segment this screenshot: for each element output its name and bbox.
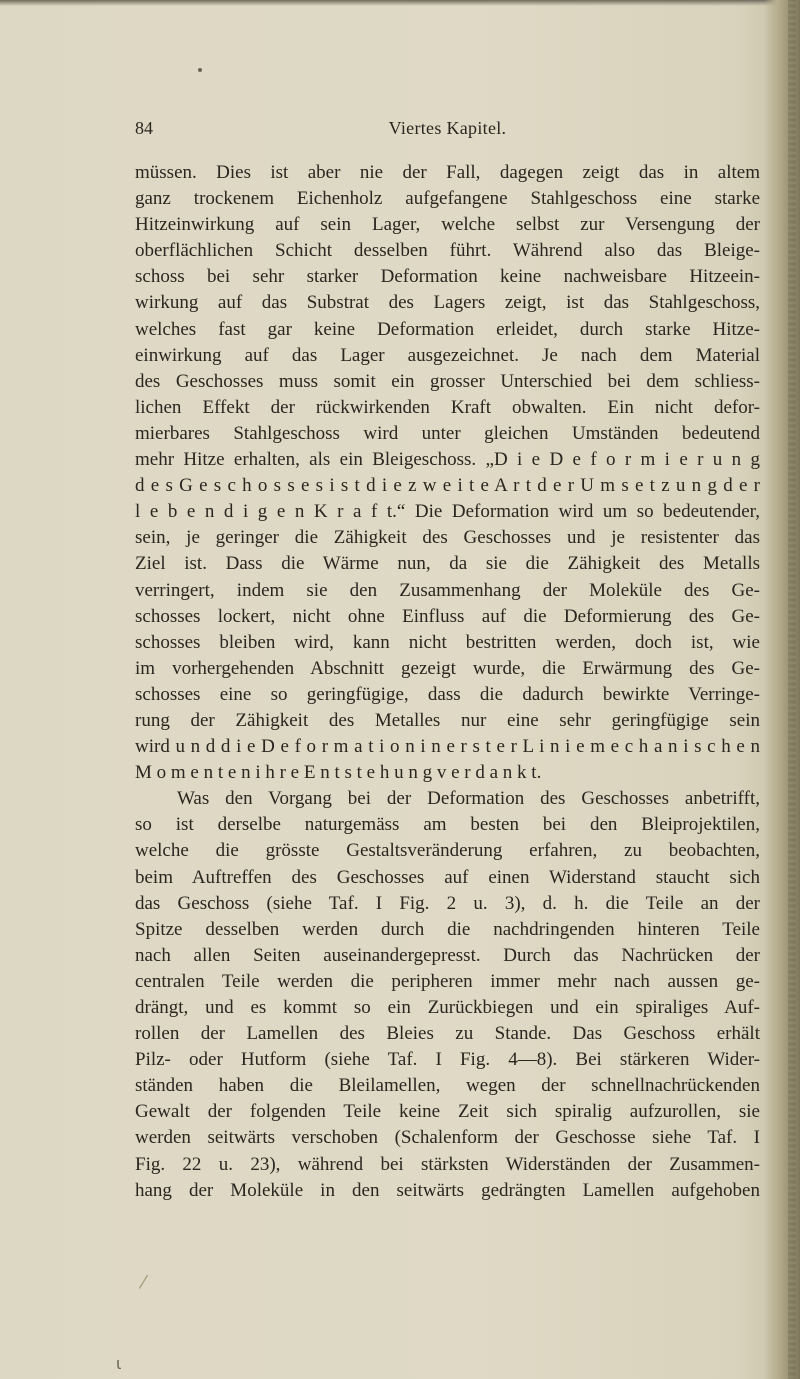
text-line: sein, je geringer die Zähigkeit des Geschosses und je resistenter das bbox=[135, 527, 760, 549]
text-line: oberflächlichen Schicht desselben führt. Während also das Bleige- bbox=[135, 240, 760, 262]
text-line: lichen Effekt der rückwirkenden Kraft obwalten. Ein nicht defor- bbox=[135, 396, 760, 418]
text-line: das Geschoss (siehe Taf. I Fig. 2 u. 3), d. h. die Teile an der bbox=[135, 892, 760, 914]
text-line: mierbares Stahlgeschoss wird unter gleichen Umständen bedeutend bbox=[135, 422, 760, 444]
pencil-mark: ⁄ bbox=[142, 1272, 146, 1293]
corner-mark: ι bbox=[116, 1354, 122, 1373]
text-line: wirkung auf das Substrat des Lagers zeigt, ist das Stahlgeschoss, bbox=[135, 292, 760, 314]
page-number: 84 bbox=[135, 118, 153, 138]
text-line: schosses eine so geringfügige, dass die dadurch bewirkte Verringe- bbox=[135, 683, 760, 705]
text-line: einwirkung auf das Lager ausgezeichnet. Je nach dem Material bbox=[135, 344, 760, 366]
text-line: mehr Hitze erhalten, als ein Bleigeschoss. „D i e D e f o r m i e r u n g bbox=[135, 449, 760, 471]
ink-dot bbox=[198, 68, 202, 72]
text-line: müssen. Dies ist aber nie der Fall, dagegen zeigt das in altem bbox=[135, 162, 760, 183]
text-line: rollen der Lamellen des Bleies zu Stande. Das Geschoss erhält bbox=[135, 1023, 760, 1045]
text-line: verringert, indem sie den Zusammenhang der Moleküle des Ge- bbox=[135, 579, 760, 601]
running-head bbox=[135, 118, 760, 142]
text-line: Was den Vorgang bei der Deformation des Geschosses anbetrifft, bbox=[177, 788, 760, 810]
text-line: Pilz- oder Hutform (siehe Taf. I Fig. 4—8). Bei stärkeren Wider- bbox=[135, 1049, 760, 1071]
text-line: Gewalt der folgenden Teile keine Zeit sich spiralig aufzurollen, sie bbox=[135, 1101, 760, 1123]
text-line: centralen Teile werden die peripheren immer mehr nach aussen ge- bbox=[135, 970, 760, 992]
text-line: im vorhergehenden Abschnitt gezeigt wurde, die Erwärmung des Ge- bbox=[135, 657, 760, 679]
text-line: schosses bleiben wird, kann nicht bestritten werden, doch ist, wie bbox=[135, 631, 760, 653]
text-line: so ist derselbe naturgemäss am besten bei den Bleiprojektilen, bbox=[135, 814, 760, 836]
text-line: hang der Moleküle in den seitwärts gedrängten Lamellen aufgehoben bbox=[135, 1179, 760, 1201]
chapter-title: Viertes Kapitel. bbox=[388, 118, 507, 138]
body-text bbox=[135, 160, 760, 1204]
text-line: des Geschosses muss somit ein grosser Unterschied bei dem schliess- bbox=[135, 370, 760, 392]
binding-strip bbox=[788, 0, 796, 1379]
page-top-edge bbox=[0, 0, 800, 6]
text-line: Fig. 22 u. 23), während bei stärksten Widerständen der Zusammen- bbox=[135, 1153, 760, 1175]
text-line: schoss bei sehr starker Deformation keine nachweisbare Hitzeein- bbox=[135, 266, 760, 288]
text-line: M o m e n t e n i h r e E n t s t e h u n g v e r d a n k t. bbox=[135, 762, 542, 784]
text-line: nach allen Seiten auseinandergepresst. Durch das Nachrücken der bbox=[135, 944, 760, 966]
text-line: werden seitwärts verschoben (Schalenform der Geschosse siehe Taf. I bbox=[135, 1127, 760, 1149]
text-line: beim Auftreffen des Geschosses auf einen Widerstand staucht sich bbox=[135, 866, 760, 888]
text-line: ständen haben die Bleilamellen, wegen der schnellnachrückenden bbox=[135, 1075, 760, 1097]
text-line: ganz trockenem Eichenholz aufgefangene Stahlgeschoss eine starke bbox=[135, 188, 760, 210]
text-line: Hitzeinwirkung auf sein Lager, welche selbst zur Versengung der bbox=[135, 214, 760, 236]
text-line: schosses lockert, nicht ohne Einfluss auf die Deformierung des Ge- bbox=[135, 605, 760, 627]
text-line: d e s G e s c h o s s e s i s t d i e z w e i t e A r t d e r U m s e t z u n g d e r bbox=[135, 475, 760, 497]
text-line: l e b e n d i g e n K r a f t.“ Die Deformation wird um so bedeutender, bbox=[135, 501, 760, 523]
text-line: drängt, und es kommt so ein Zurückbiegen und ein spiraliges Auf- bbox=[135, 997, 760, 1018]
text-line: welche die grösste Gestaltsveränderung erfahren, zu beobachten, bbox=[135, 840, 760, 862]
text-line: rung der Zähigkeit des Metalles nur eine sehr geringfügige sein bbox=[135, 709, 760, 731]
text-line: welches fast gar keine Deformation erleidet, durch starke Hitze- bbox=[135, 318, 760, 340]
text-line: Spitze desselben werden durch die nachdringenden hinteren Teile bbox=[135, 918, 760, 940]
text-line: Ziel ist. Dass die Wärme nun, da sie die Zähigkeit des Metalls bbox=[135, 553, 760, 575]
text-line: wird u n d d i e D e f o r m a t i o n i n e r s t e r L i n i e m e c h a n i s c h e n bbox=[135, 736, 760, 758]
